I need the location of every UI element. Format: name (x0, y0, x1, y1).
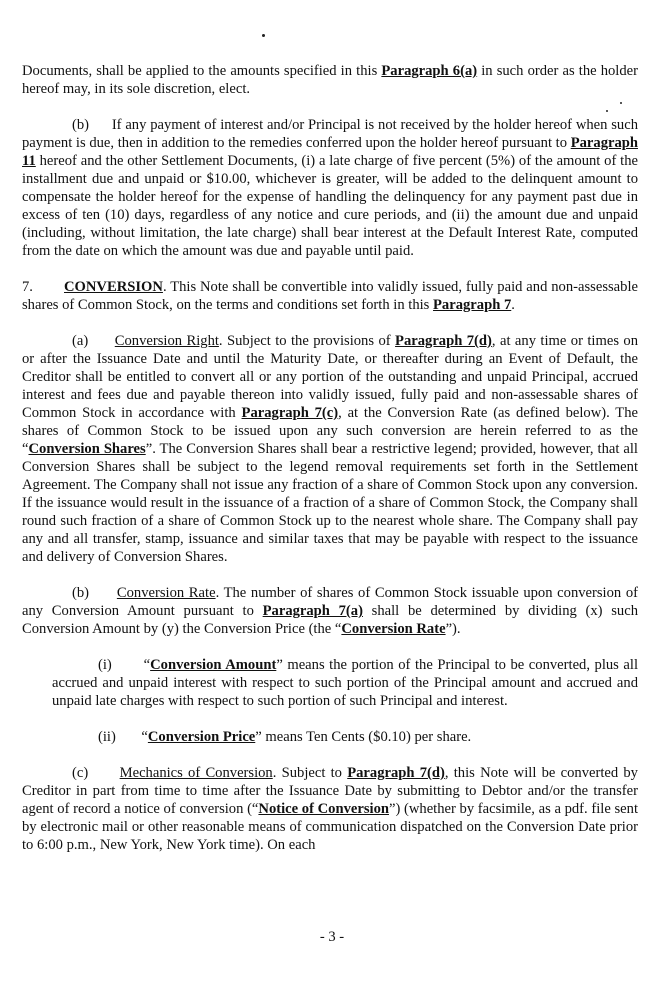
defined-term: Conversion Amount (150, 657, 277, 673)
cross-reference: Paragraph 7(d) (347, 765, 445, 781)
cross-reference: Paragraph 11 (22, 135, 638, 169)
paragraph-title: Conversion Rate (116, 585, 216, 601)
page-number: - 3 - (319, 929, 345, 945)
section-heading: CONVERSION (64, 279, 163, 295)
paragraph-6b: (b) If any payment of interest and/or Principal is not received by the holder hereof when such payment is due, then in addition to the remedies conferred upon the holder hereof pursuant to Paragraph 11 hereof and the other Settlement Documents, (i) a late charge of five percent (5%) of the amount of the installment due and unpaid or $10.00, whichever is greater, will be added to the delinquent amount to compensate the holder hereof for the expense of handling the delinquency for any payment past due in excess of ten (10) days, regardless of any notice and cure periods, and (ii) the amount due and unpaid (including, without limitation, the late charge) shall bear interest at the Default Interest Rate, computed from the date on which the amount was due and payable until paid. (22, 117, 638, 259)
paragraph-7b-i: (i) “Conversion Amount” means the portion of the Principal to be converted, plus all accrued and unpaid interest with respect to such portion of the Principal amount and accrued and unpaid late charges with respect to such portion of such Principal and interest. (52, 657, 639, 709)
paragraph-7b-ii: (ii) “Conversion Price” means Ten Cents ($0.10) per share. (98, 729, 472, 745)
paragraph-label: (i) (98, 657, 112, 673)
paragraph-label: (b) (72, 585, 90, 601)
paragraph-label: (c) (72, 765, 89, 781)
cross-reference: Paragraph 7(c) (241, 405, 339, 421)
defined-term: Notice of Conversion (258, 801, 389, 817)
document-page (22, 62, 638, 854)
section-7-conversion: 7. CONVERSION. This Note shall be convertible into validly issued, fully paid and non-assessable shares of Common Stock, on the terms and conditions set forth in this Paragraph 7. (22, 279, 638, 313)
cross-reference: Paragraph 6(a) (381, 63, 478, 79)
paragraph-6a-continuation: Documents, shall be applied to the amounts specified in this Paragraph 6(a) in such order as the holder hereof may, in its sole discretion, elect. (22, 63, 638, 97)
defined-term: Conversion Price (147, 729, 256, 745)
paragraph-label: (ii) (98, 729, 116, 745)
cross-reference: Paragraph 7(d) (395, 333, 492, 349)
section-number: 7. (22, 279, 33, 295)
cross-reference: Paragraph 7 (433, 297, 512, 313)
paragraph-title: Conversion Right (114, 333, 219, 349)
paragraph-7c: (c) Mechanics of Conversion. Subject to Paragraph 7(d), this Note will be converted by Creditor in part from time to time after the Issuance Date by submitting to Debtor and/or the transfer agent of record a notice of conversion (“Notice of Conversion”) (whether by facsimile, as a pdf. file sent by electronic mail or other reasonable means of communication dispatched on the Conversion Date prior to 6:00 p.m., New York, New York time). On each (22, 765, 638, 853)
cross-reference: Paragraph 7(a) (262, 603, 363, 619)
scan-speck (262, 34, 265, 37)
paragraph-7b: (b) Conversion Rate. The number of shares of Common Stock issuable upon conversion of any Conversion Amount pursuant to Paragraph 7(a) shall be determined by dividing (x) such Conversion Amount by (y) the Conversion Price (the “Conversion Rate”). (22, 585, 638, 637)
defined-term: Conversion Rate (341, 621, 446, 637)
defined-term: Conversion Shares (28, 441, 146, 457)
paragraph-label: (b) (72, 117, 90, 133)
paragraph-7a: (a) Conversion Right. Subject to the provisions of Paragraph 7(d), at any time or times on or after the Issuance Date and until the Maturity Date, or thereafter during an Event of Default, the Creditor shall be entitled to convert all or any portion of the outstanding and unpaid Principal, accrued interest and fees due and payable thereon into validly issued, fully paid and non-assessable shares of Common Stock in accordance with Paragraph 7(c), at the Conversion Rate (as defined below). The shares of Common Stock to be issued upon any such conversion are herein referred to as the “Conversion Shares”. The Conversion Shares shall bear a restrictive legend; provided, however, that all Conversion Shares shall be subject to the legend removal requirements set forth in the Settlement Agreement. The Company shall not issue any fraction of a share of Common Stock upon any conversion. If the issuance would result in the issuance of a fraction of a share of Common Stock, the Company shall round such fraction of a share of Common Stock up to the nearest whole share. The Company shall pay any and all transfer, stamp, issuance and similar taxes that may be payable with respect to the issuance and delivery of Conversion Shares. (22, 333, 639, 565)
paragraph-label: (a) (72, 333, 89, 349)
paragraph-title: Mechanics of Conversion (119, 765, 273, 781)
